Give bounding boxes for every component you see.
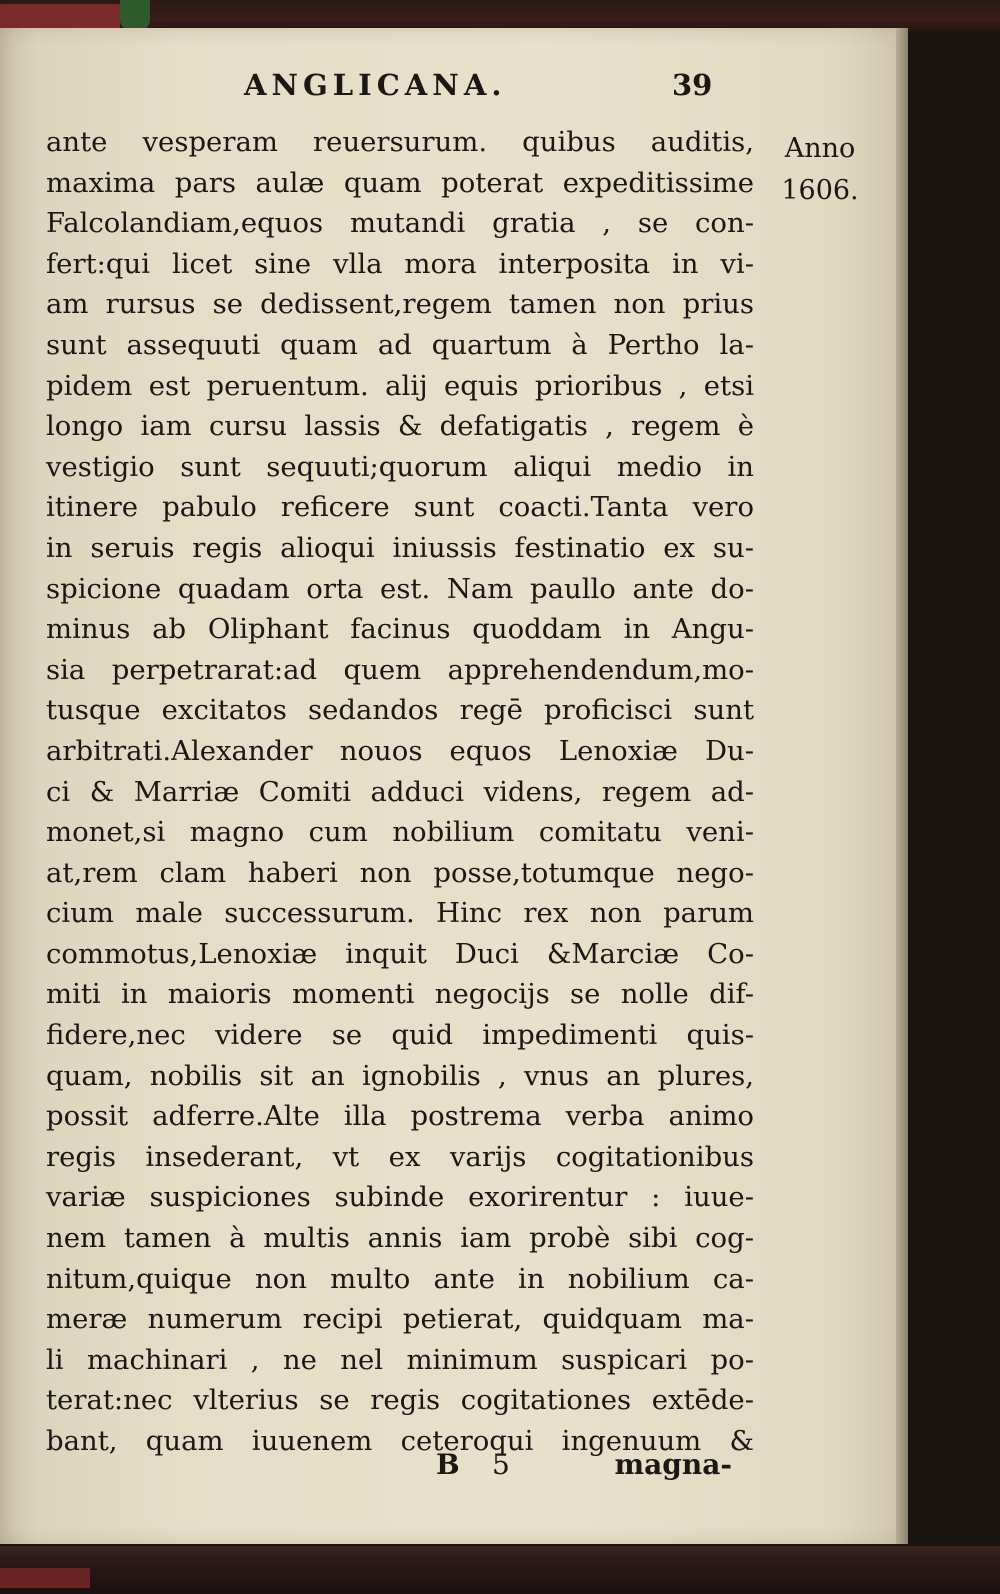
text-line: quam, nobilis sit an ignobilis , vnus an plures, [46, 1059, 754, 1092]
running-head: ANGLICANA. [244, 68, 507, 102]
page-number: 39 [672, 68, 713, 102]
page-header [0, 68, 906, 112]
text-line: pidem est peruentum. alij equis prioribus , etsi [46, 369, 754, 402]
text-line: arbitrati.Alexander nouos equos Lenoxiæ Du- [46, 734, 754, 767]
text-line: miti in maioris momenti negocijs se nolle dif- [46, 978, 754, 1011]
binding-green-ribbon [120, 0, 150, 30]
text-line: tusque excitatos sedandos regē proficisci sunt [46, 694, 754, 727]
book-page [0, 28, 906, 1544]
text-line: bant, quam iuuenem ceteroqui ingenuum & [46, 1425, 754, 1457]
text-line: ci & Marriæ Comiti adduci videns, regem ad- [46, 775, 754, 808]
text-line: commotus,Lenoxiæ inquit Duci &Marciæ Co- [46, 937, 754, 970]
text-line: nitum,quique non multo ante in nobilium ca- [46, 1262, 754, 1295]
text-line: in seruis regis alioqui iniussis festinatio ex su- [46, 531, 754, 564]
text-line: possit adferre.Alte illa postrema verba animo [46, 1100, 754, 1133]
text-line: at,rem clam haberi non posse,totumque nego- [46, 856, 754, 889]
text-line: fidere,nec videre se quid impedimenti quis- [46, 1019, 754, 1052]
signature-number: 5 [492, 1448, 510, 1481]
text-line: nem tamen à multis annis iam probè sibi cog- [46, 1222, 754, 1255]
body-text [46, 122, 754, 1462]
book-binding-bottom [0, 1546, 1000, 1594]
text-line: ante vesperam reuersurum. quibus auditis, [46, 126, 754, 158]
margin-note-line-2: 1606. [781, 175, 859, 206]
text-line: Falcolandiam,equos mutandi gratia , se con- [46, 207, 754, 240]
text-line: li machinari , ne nel minimum suspicari po- [46, 1343, 754, 1376]
binding-red-cloth-bottom [0, 1568, 90, 1588]
text-line: sunt assequuti quam ad quartum à Pertho la- [46, 328, 754, 361]
page-footer [46, 1448, 754, 1488]
text-line: spicione quadam orta est. Nam paullo ante do- [46, 572, 754, 605]
signature-mark: B [436, 1448, 460, 1481]
text-line: meræ numerum recipi petierat, quidquam ma- [46, 1303, 754, 1336]
page-edge-shadow [896, 28, 908, 1544]
text-line: maxima pars aulæ quam poterat expeditissime [46, 166, 754, 199]
binding-red-cloth [0, 4, 120, 30]
text-line: cium male successurum. Hinc rex non parum [46, 897, 754, 930]
text-line: longo iam cursu lassis & defatigatis , regem è [46, 410, 754, 443]
catchword: magna- [614, 1448, 732, 1481]
text-line: regis insederant, vt ex varijs cogitationibus [46, 1140, 754, 1173]
text-line: sia perpetrarat:ad quem apprehendendum,mo- [46, 653, 754, 686]
text-line: variæ suspiciones subinde exorirentur : iuue- [46, 1181, 754, 1214]
text-line: terat:nec vlterius se regis cogitationes extēde- [46, 1384, 754, 1417]
text-line: fert:qui licet sine vlla mora interposita in vi- [46, 247, 754, 280]
text-line: minus ab Oliphant facinus quoddam in Angu- [46, 613, 754, 646]
margin-note-line-1: Anno [784, 133, 856, 164]
margin-note-year [764, 128, 876, 212]
text-line: vestigio sunt sequuti;quorum aliqui medio in [46, 450, 754, 483]
text-line: monet,si magno cum nobilium comitatu veni- [46, 816, 754, 849]
text-line: itinere pabulo reficere sunt coacti.Tanta vero [46, 491, 754, 524]
text-line: am rursus se dedissent,regem tamen non prius [46, 288, 754, 321]
